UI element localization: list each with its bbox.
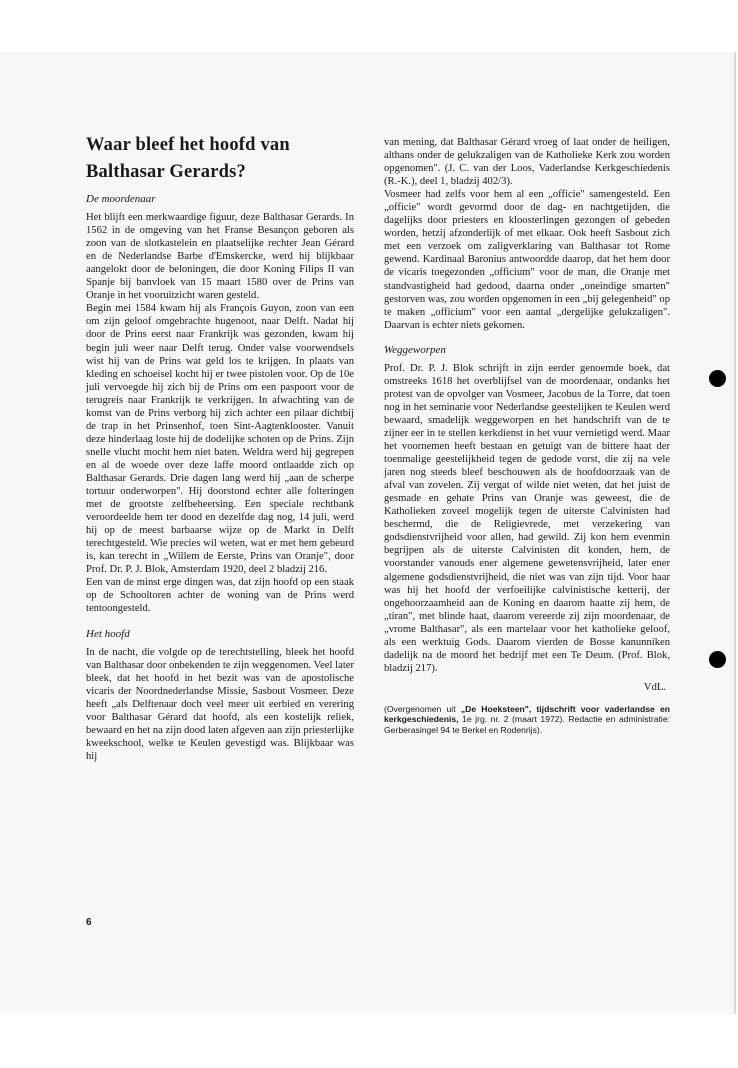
article-title-line-2: Balthasar Gerards? (86, 162, 246, 182)
section-heading-weggeworpen: Weggeworpen (384, 343, 446, 356)
source-note-prefix: (Overgenomen uit (384, 703, 461, 714)
source-note-title: „De Hoeksteen", tijdschrift voor vaderlandse en kerkgeschiedenis, (384, 703, 671, 725)
section-heading-hoofd: Het hoofd (86, 627, 130, 640)
paragraph: Een van de minst erge dingen was, dat zijn hoofd op een staak op de Schooltoren achter de woning van de Prins werd tentoongesteld. (86, 577, 354, 615)
section-heading-moordenaar: De moordenaar (86, 193, 156, 205)
source-note-suffix: 1e jrg. nr. 2 (maart 1972). Redactie en administratie: Gerberasingel 94 te Berkel en Rodenrijs). (384, 714, 670, 735)
left-column (86, 193, 354, 763)
article-title-line-1: Waar bleef het hoofd van (86, 135, 290, 155)
paragraph: Prof. Dr. P. J. Blok schrijft in zijn eerder genoemde boek, dat omstreeks 1618 het overblijfsel van de moordenaar, ondanks het protest van de opvolger van Vosmeer, Jacobus de la Torre, dat toen nog in het seminarie voor Nederlandse geestelijken te Keulen werd bewaard, smadelijk weggeworpen en het handschrift van de te zijner eer in te stellen kerkdienst in het vuur vernietigd werd. Maar het voornemen heeft bestaan en getuigt van de bittere haat der toenmalige geestelijkheid tegen de gedode vorst, die zij na vele jaren nog steeds bleef beschouwen als de hoofdoorzaak van de afval van zovelen. Zij vergat of wilde niet weten, dat het juist de gesmade en gehate Prins van Oranje was geweest, die de Katholieken zoveel mogelijk tegen de uiterste Calvinisten had beschermd, die de Religievrede, met verzekering van godsdienstvrijheid voor allen, had gewild. Zij kon hem evenmin begrijpen als de uiterste Calvinisten dit konden, hem, de voorstander vanouds ener algemene gewetensvrijheid, later ener algemene godsdienstvrijheid, die niet was van zijn tijd. Voor haar was hij het hoofd der verfoeilijke calvinistische ketterij, der ongehoorzaamheid aan de Koning en daarom haatte zij hem, de „tiran", met blinde haat, daarom vereerde zij zijn moordenaar, de „vrome Balthasar", als een martelaar voor het katholieke geloof, als een werktuig Gods. Daarom vierden de Bosse kanunniken dadelijk na de moord het bedrijf met een Te Deum. (Prof. Blok, bladzij 217). (384, 362, 670, 674)
punch-hole-bottom (709, 651, 726, 668)
article-title (86, 132, 366, 186)
right-column (384, 136, 670, 735)
paragraph: Vosmeer had zelfs voor hem al een „officie" samengesteld. Een „officie" wordt gevormd door de dag- en nachtgetijden, die dagelijks door priesters en kloosterlingen gezongen of gebeden worden, hetzij afzonderlijk of met elkaar. Ook heeft Sasbout zich met een verzoek om zaligverklaring van Balthasar tot Rome gewend. Kardinaal Baronius antwoordde daarop, dat het hem door de vicaris toegezonden „officium" voor de man, die Oranje met standvastigheid had gedood, daarna onder „oneindige smarten" gestorven was, zou worden opgenomen in een „bij gelegenheid" op te maken „officium" voor een aantal „dergelijke gelukzaligen". Daarvan is echter niets gekomen. (384, 189, 670, 331)
punch-hole-top (709, 370, 726, 387)
paragraph: Begin mei 1584 kwam hij als François Guyon, zoon van een om zijn geloof omgebrachte hugenoot, naar Delft. Nadat hij door de Prins eerst naar Frankrijk was gezonden, kwam hij begin juli weer naar Delft terug. Onder valse voorwendsels wist hij van de Prins wat geld los te krijgen. In plaats van kleding en schoeisel kocht hij er twee pistolen voor. Op de 10e juli vervoegde hij zich bij de Prins om een paspoort voor de terugreis naar Frankrijk te verkrijgen. In afwachting van de komst van de Prins verborg hij zich achter een pilaar dichtbij de trap in het Prinsenhof, toen Sint-Aagtenklooster. Vanuit deze hinderlaag loste hij de dodelijke schoten op de Prins. Zijn snelle vlucht mocht hem niet baten. Weldra werd hij gegrepen en al de woede over deze laffe moord ontlaadde zich op Balthasar Gerards. Drie dagen lang werd hij „aan de scherpe tortuur onderworpen". Hij doorstond echter alle folteringen met de grootste zelfbeheersing. Een speciale rechtbank veroordeelde hem ter dood en dezelfde dag nog, 14 juli, werd hij op de meest barbaarse wijze op de Markt in Delft terechtgesteld. Wie precies wil weten, wat er met hem gebeurd is, kan terecht in „Willem de Eerste, Prins van Oranje", door Prof. Dr. P. J. Blok, Amsterdam 1920, deel 2 bladzij 216. (86, 303, 354, 576)
page-number: 6 (86, 917, 92, 928)
source-note (384, 704, 670, 735)
paragraph: Het blijft een merkwaardige figuur, deze Balthasar Gerards. In 1562 in de omgeving van het Franse Besançon geboren als zoon van de slotkastelein en plaatselijke rechter Jean Gérard en de Nederlandse Barbe d'Emskercke, werd hij blijkbaar aangelokt door de beloningen, die door Koning Filips II van Spanje bij banvloek van 15 maart 1580 over de Prins van Oranje in het vooruitzicht waren gesteld. (86, 212, 354, 302)
author-signature: VdL. (643, 681, 666, 693)
paragraph: van mening, dat Balthasar Gérard vroeg of laat onder de heiligen, althans onder de gelukzaligen van de Katholieke Kerk zou worden opgenomen". (J. C. van der Loos, Vaderlandse Kerkgeschiedenis (R.-K.), deel 1, bladzij 402/3). (384, 137, 670, 188)
paragraph: In de nacht, die volgde op de terechtstelling, bleek het hoofd van Balthasar door onbekenden te zijn weggenomen. Veel later bleek, dat het hoofd in het bezit was van de apostolische vicaris der Noordnederlandse Missie, Sasbout Vosmeer. Deze heeft „als Delftenaar doch veel meer uit eerbied en verering voor Balthasar Gérard dat hoofd, als een kostelijk reliek, bewaard en het na zijn dood laten afgeven aan zijn priesterlijke kweekschool, welke te Keulen gevestigd was. Blijkbaar was hij (86, 646, 354, 762)
